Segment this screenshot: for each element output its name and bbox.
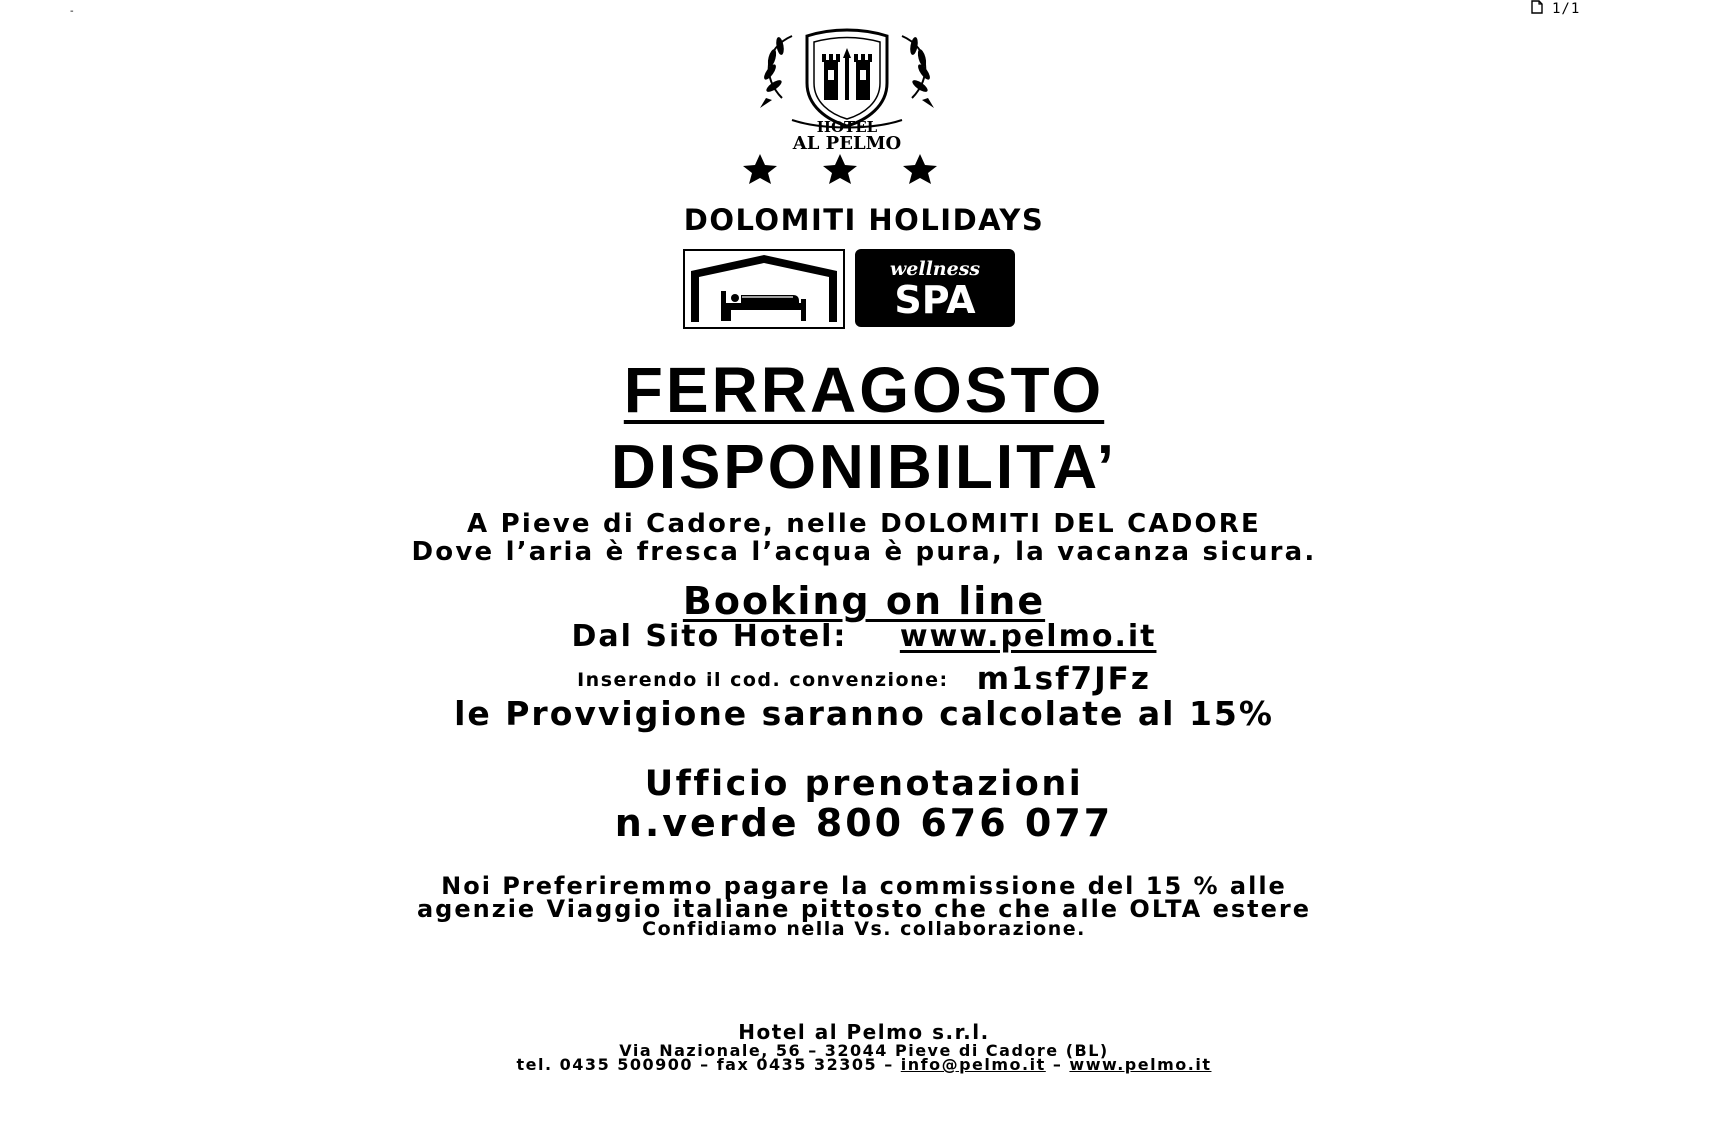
site-label: Dal Sito Hotel: [571, 619, 848, 654]
rating-stars [740, 152, 940, 186]
star-icon [743, 154, 777, 184]
note-line-1: Noi Preferiremmo pagare la commissione del 15 % alle [441, 872, 1287, 900]
wellness-spa-icon [855, 249, 1015, 327]
top-dot: - [70, 6, 74, 17]
hotel-crest-logo [752, 28, 942, 150]
star-icon [903, 154, 937, 184]
page-icon [1530, 0, 1544, 18]
footer-contacts [200, 1057, 1528, 1073]
commission-text: le Provvigione saranno calcolate al 15% [454, 694, 1274, 733]
footer-address: Via Nazionale, 56 – 32044 Pieve di Cadore (BL) [619, 1041, 1109, 1060]
footer-contacts-prefix: tel. 0435 500900 – fax 0435 32305 – [516, 1055, 901, 1074]
note-line-3: Confidiamo nella Vs. collaborazione. [642, 918, 1086, 940]
code-row [350, 661, 1378, 697]
booking-title-text: Booking on line [682, 579, 1046, 623]
headline-title-text: FERRAGOSTO [623, 354, 1105, 426]
site-url-link[interactable]: www.pelmo.it [899, 619, 1157, 654]
booking-title [400, 579, 1328, 623]
site-row [400, 619, 1328, 654]
footer-company: Hotel al Pelmo s.r.l. [738, 1020, 990, 1044]
page-indicator [1530, 0, 1580, 18]
footer-website-link[interactable]: www.pelmo.it [1069, 1055, 1212, 1074]
office-title: Ufficio prenotazioni [644, 764, 1084, 804]
intro-line-2: Dove l’aria è fresca l’acqua è pura, la vacanza sicura. [411, 537, 1317, 567]
footer-email-link[interactable]: info@pelmo.it [900, 1055, 1046, 1074]
spa-big-text: SPA [894, 278, 976, 322]
page-count: 1/1 [1552, 1, 1581, 17]
crest-line2: AL PELMO [792, 133, 902, 150]
headline-title [300, 354, 1428, 426]
footer-separator: – [1045, 1055, 1070, 1074]
code-label: Inserendo il cod. convenzione: [577, 669, 949, 691]
tagline: DOLOMITI HOLIDAYS [683, 203, 1045, 237]
headline-subtitle: DISPONIBILITA’ [611, 433, 1117, 502]
hotel-bed-icon [683, 249, 845, 329]
star-icon [823, 154, 857, 184]
note-line-2: agenzie Viaggio italiane pittosto che che alle OLTA estere [416, 895, 1312, 923]
office-phone: n.verde 800 676 077 [614, 801, 1114, 845]
spa-small-text: wellness [889, 258, 981, 280]
intro-line-1: A Pieve di Cadore, nelle DOLOMITI DEL CADORE [467, 509, 1261, 539]
crest-line1: HOTEL [816, 118, 878, 136]
code-value: m1sf7JFz [976, 661, 1151, 697]
